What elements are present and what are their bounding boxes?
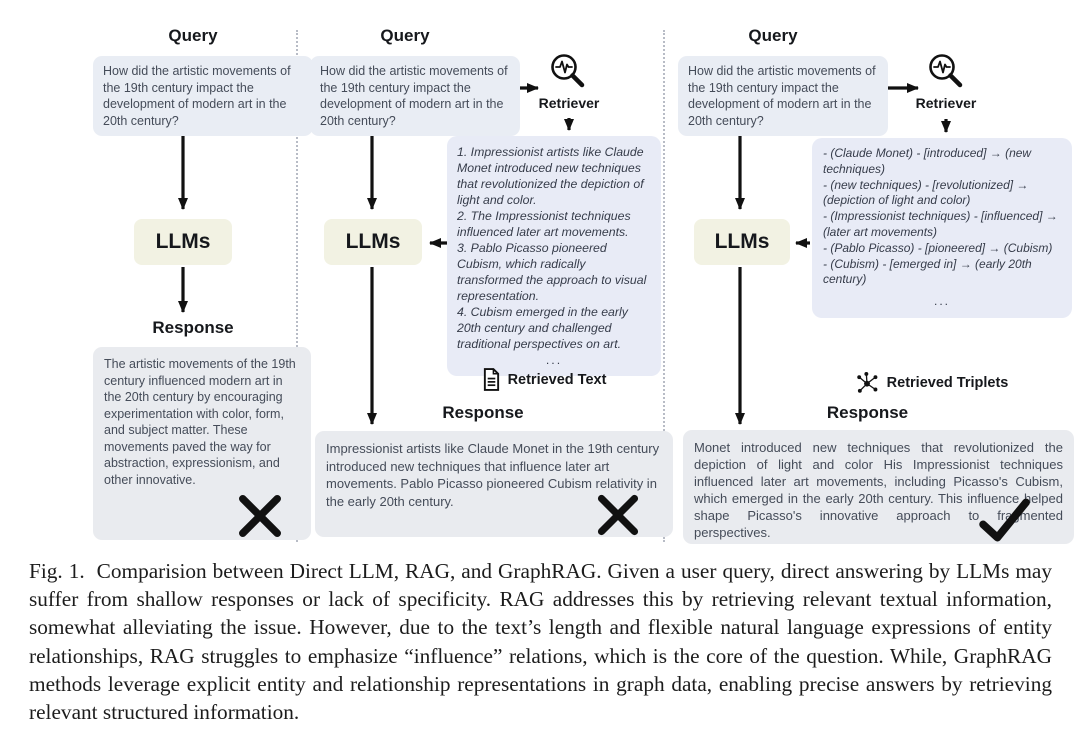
graph-network-icon	[854, 370, 880, 396]
direct-llm-query-heading: Query	[168, 26, 218, 45]
graphrag-retriever-label: Retriever	[915, 95, 977, 111]
rag-retrieved-label: Retrieved Text	[507, 371, 607, 388]
graphrag-query-heading: Query	[748, 26, 798, 45]
retrieved-triplet: - (Pablo Picasso) - [pioneered] → (Cubism)	[823, 240, 1053, 255]
rag-retriever-label: Retriever	[538, 95, 600, 111]
rag-retrieved-text-box	[447, 136, 661, 376]
rag-retrieved-caption	[447, 368, 641, 391]
direct-llm-llms-box: LLMs	[134, 219, 232, 265]
retrieved-ellipsis: ...	[933, 294, 950, 309]
graphrag-retrieved-label: Retrieved Triplets	[886, 375, 1009, 391]
retrieved-passage: 1. Impressionist artists like Claude Monet introduced new techniques that revolutionized the depiction of light and color.	[457, 145, 644, 207]
retrieved-triplet: - (Impressionist techniques) - [influenced] → (later art movements)	[823, 209, 1058, 239]
check-icon	[976, 498, 1032, 542]
graphrag-response-heading: Response	[826, 403, 909, 422]
figure-caption: Fig. 1. Comparision between Direct LLM, RAG, and GraphRAG. Given a user query, direct answering by LLMs may suffer from shallow responses or lack of specificity. RAG addresses this by retrieving relevant textual information, somewhat alleviating the issue. However, due to the text’s length and flexible natural language expressions of entity relationships, RAG struggles to emphasize “influence” relations, which is the core of the question. While, GraphRAG methods leverage explicit entity and relationship representations in graph data, enabling precise answers by retrieving relevant structured information.	[29, 559, 1052, 725]
retrieved-triplet: - (Claude Monet) - [introduced] → (new techniques)	[823, 146, 1032, 176]
graphrag-response-box: Monet introduced new techniques that revolutionized the depiction of light and color His Impressionist techniques influenced later art movements, including Picasso's Cubism, which emerged in the early 20th century. This influence helped shape Picasso's innovative approach to fragmented perspectives.	[683, 430, 1074, 544]
cross-icon	[596, 493, 640, 537]
graphrag-query-box: How did the artistic movements of the 19th century impact the development of modern art in the 20th century?	[678, 56, 888, 136]
retrieved-triplet: - (new techniques) - [revolutionized] → (depiction of light and color)	[823, 177, 1029, 208]
document-icon	[482, 368, 501, 391]
rag-query-box: How did the artistic movements of the 19th century impact the development of modern art in the 20th century?	[310, 56, 520, 136]
retriever-icon	[926, 52, 966, 92]
retrieved-ellipsis: ...	[545, 353, 563, 367]
rag-response-box: Impressionist artists like Claude Monet in the 19th century introduced new techniques that influence later art movements. Pablo Picasso pioneered Cubism relativity in the early 20th century.	[315, 431, 673, 537]
direct-llm-query-box: How did the artistic movements of the 19th century impact the development of modern art in the 20th century?	[93, 56, 313, 136]
retrieved-passage: 3. Pablo Picasso pioneered Cubism, which radically transformed the approach to visual representation.	[457, 241, 647, 303]
graphrag-retrieved-caption	[812, 370, 1050, 396]
retrieved-triplet: - (Cubism) - [emerged in] → (early 20th century)	[823, 256, 1032, 287]
graphrag-llms-box: LLMs	[694, 219, 790, 265]
direct-llm-response-box: The artistic movements of the 19th century influenced modern art in the 20th century by encouraging experimentation with color, form, and subject matter. These movements paved the way for abstraction, expressionism, and other innovative.	[93, 347, 311, 540]
rag-query-heading: Query	[380, 26, 430, 45]
rag-llms-box: LLMs	[324, 219, 422, 265]
cross-icon	[237, 493, 283, 539]
retrieved-passage: 2. The Impressionist techniques influenced later art movements.	[457, 209, 631, 239]
retrieved-passage: 4. Cubism emerged in the early 20th century and challenged traditional perspectives on art.	[457, 305, 628, 351]
retriever-icon	[548, 52, 588, 92]
direct-llm-response-heading: Response	[152, 318, 234, 337]
graphrag-retrieved-triplets-box	[812, 138, 1072, 318]
rag-response-heading: Response	[442, 403, 524, 422]
